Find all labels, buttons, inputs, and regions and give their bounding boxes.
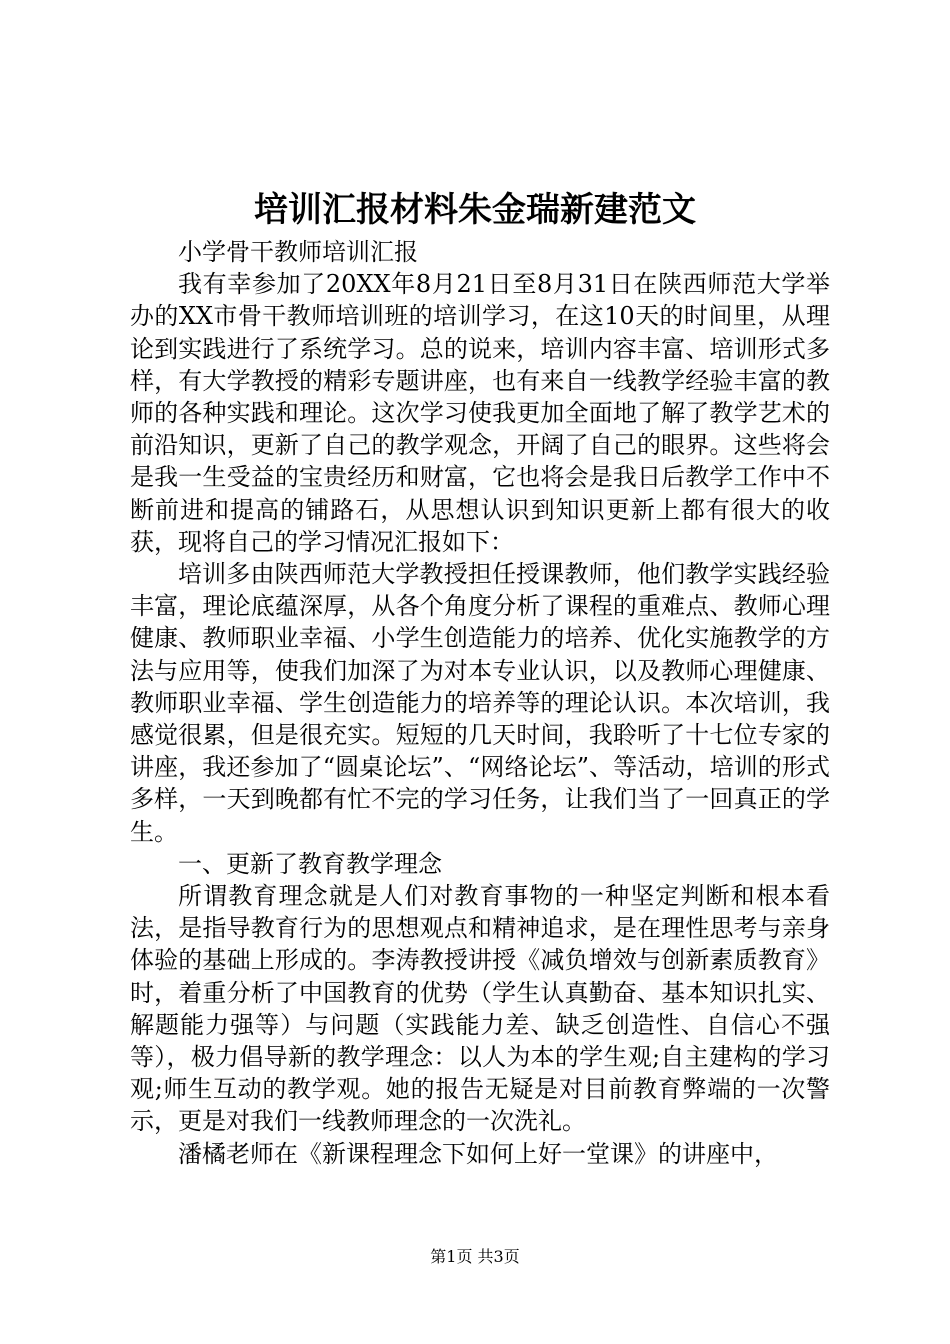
body-paragraph: 潘橘老师在《新课程理念下如何上好一堂课》的讲座中， [178,1139,778,1168]
document-body [130,236,830,1170]
page-footer: 第1页 共3页 [430,1247,520,1266]
body-paragraph: 我有幸参加了20XX年8月21日至8月31日在陕西师范大学举办的XX市骨干教师培训班的培训学习，在这10天的时间里，从理论到实践进行了系统学习。总的说来，培训内容丰富、培训形式多样，有大学教授的精彩专题讲座，也有来自一线教学经验丰富的教师的各种实践和理论。这次学习使我更加全面地了解了教学艺术的前沿知识，更新了自己的教学观念，开阔了自己的眼界。这些将会是我一生受益的宝贵经历和财富，它也将会是我日后教学工作中不断前进和提高的铺路石，从思想认识到知识更新上都有很大的收获，现将自己的学习情况汇报如下： [130,270,830,556]
page-title: 培训汇报材料朱金瑞新建范文 [254,190,696,230]
subtitle-paragraph: 小学骨干教师培训汇报 [178,238,418,266]
body-paragraph: 培训多由陕西师范大学教授担任授课教师，他们教学实践经验丰富，理论底蕴深厚，从各个角度分析了课程的重难点、教师心理健康、教师职业幸福、小学生创造能力的培养、优化实施教学的方法与应用等，使我们加深了为对本专业认识，以及教师心理健康、教师职业幸福、学生创造能力的培养等的理论认识。本次培训，我感觉很累，但是很充实。短短的几天时间，我聆听了十七位专家的讲座，我还参加了“圆桌论坛”、“网络论坛”、等活动，培训的形式多样，一天到晚都有忙不完的学习任务，让我们当了一回真正的学生。 [130,560,830,846]
body-paragraph: 所谓教育理念就是人们对教育事物的一种坚定判断和根本看法，是指导教育行为的思想观点和精神追求，是在理性思考与亲身体验的基础上形成的。李涛教授讲授《减负增效与创新素质教育》时，着重分析了中国教育的优势（学生认真勤奋、基本知识扎实、解题能力强等）与问题（实践能力差、缺乏创造性、自信心不强等），极力倡导新的教学理念：以人为本的学生观;自主建构的学习观;师生互动的教学观。她的报告无疑是对目前教育弊端的一次警示，更是对我们一线教师理念的一次洗礼。 [130,882,830,1136]
section-heading: 一、更新了教育教学理念 [178,849,442,878]
